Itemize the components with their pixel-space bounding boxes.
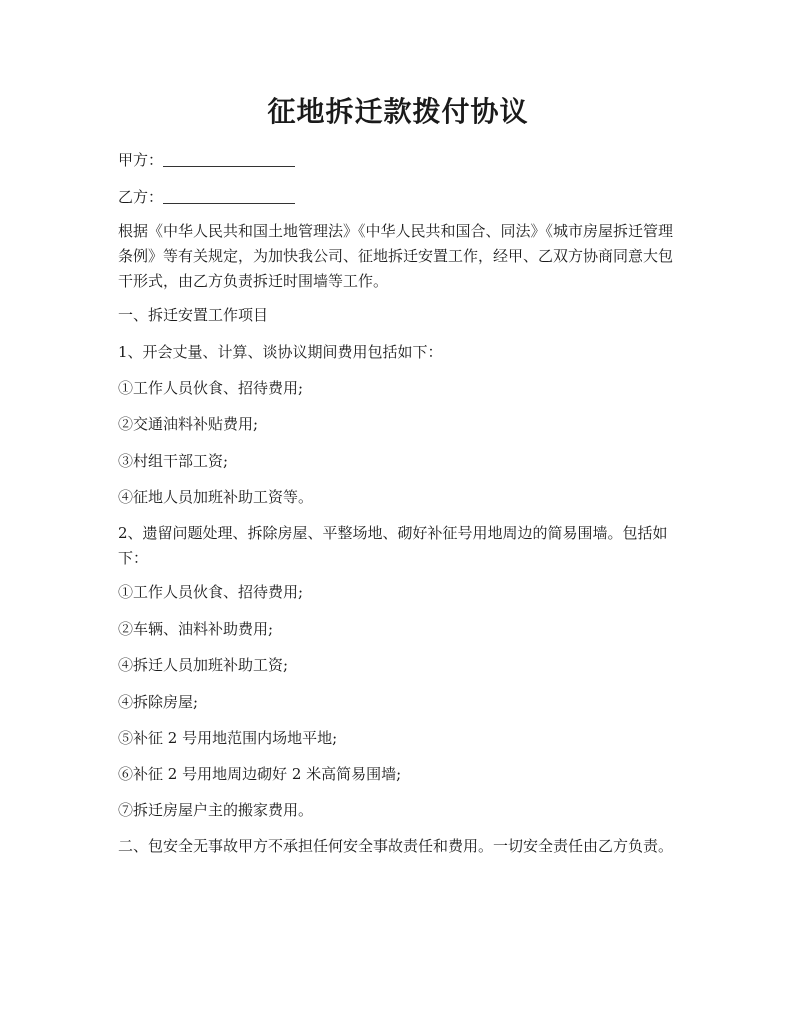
list-item: ③村组干部工资; — [118, 452, 229, 470]
list-item: ⑤补征 2 号用地范围内场地平地; — [118, 729, 338, 747]
item-1-heading: 1、开会丈量、计算、谈协议期间费用包括如下： — [118, 343, 443, 361]
section-2-paragraph: 二、包安全无事故甲方不承担任何安全事故责任和费用。一切安全责任由乙方负责。 — [118, 837, 674, 855]
party-a-blank[interactable] — [163, 150, 295, 167]
party-b-label: 乙方： — [118, 188, 164, 206]
list-item: ④拆除房屋; — [118, 693, 199, 711]
list-item: ①工作人员伙食、招待费用; — [118, 379, 304, 397]
party-b-blank[interactable] — [163, 187, 295, 204]
list-item: ②交通油料补贴费用; — [118, 415, 259, 433]
party-a-label: 甲方： — [118, 151, 164, 169]
list-item: ①工作人员伙食、招待费用; — [118, 583, 304, 601]
party-a-line — [118, 148, 680, 173]
item-2-heading: 2、遗留问题处理、拆除房屋、平整场地、砌好补征号用地周边的简易围墙。包括如下： — [118, 524, 668, 567]
list-item: ⑥补征 2 号用地周边砌好 2 米高简易围墙; — [118, 765, 402, 783]
list-item: ⑦拆迁房屋户主的搬家费用。 — [118, 801, 314, 819]
list-item: ②车辆、油料补助费用; — [118, 620, 274, 638]
intro-paragraph: 根据《中华人民共和国土地管理法》《中华人民共和国合、同法》《城市房屋拆迁管理条例》等有关规定，为加快我公司、征地拆迁安置工作，经甲、乙双方协商同意大包干形式，由乙方负责拆迁时围墙等工作。 — [118, 222, 674, 290]
list-item: ④拆迁人员加班补助工资; — [118, 656, 289, 674]
list-item: ④征地人员加班补助工资等。 — [118, 488, 314, 506]
document-title: 征地拆迁款拨付协议 — [267, 95, 529, 128]
party-b-line — [118, 185, 680, 210]
section-1-heading: 一、拆迁安置工作项目 — [118, 306, 269, 324]
